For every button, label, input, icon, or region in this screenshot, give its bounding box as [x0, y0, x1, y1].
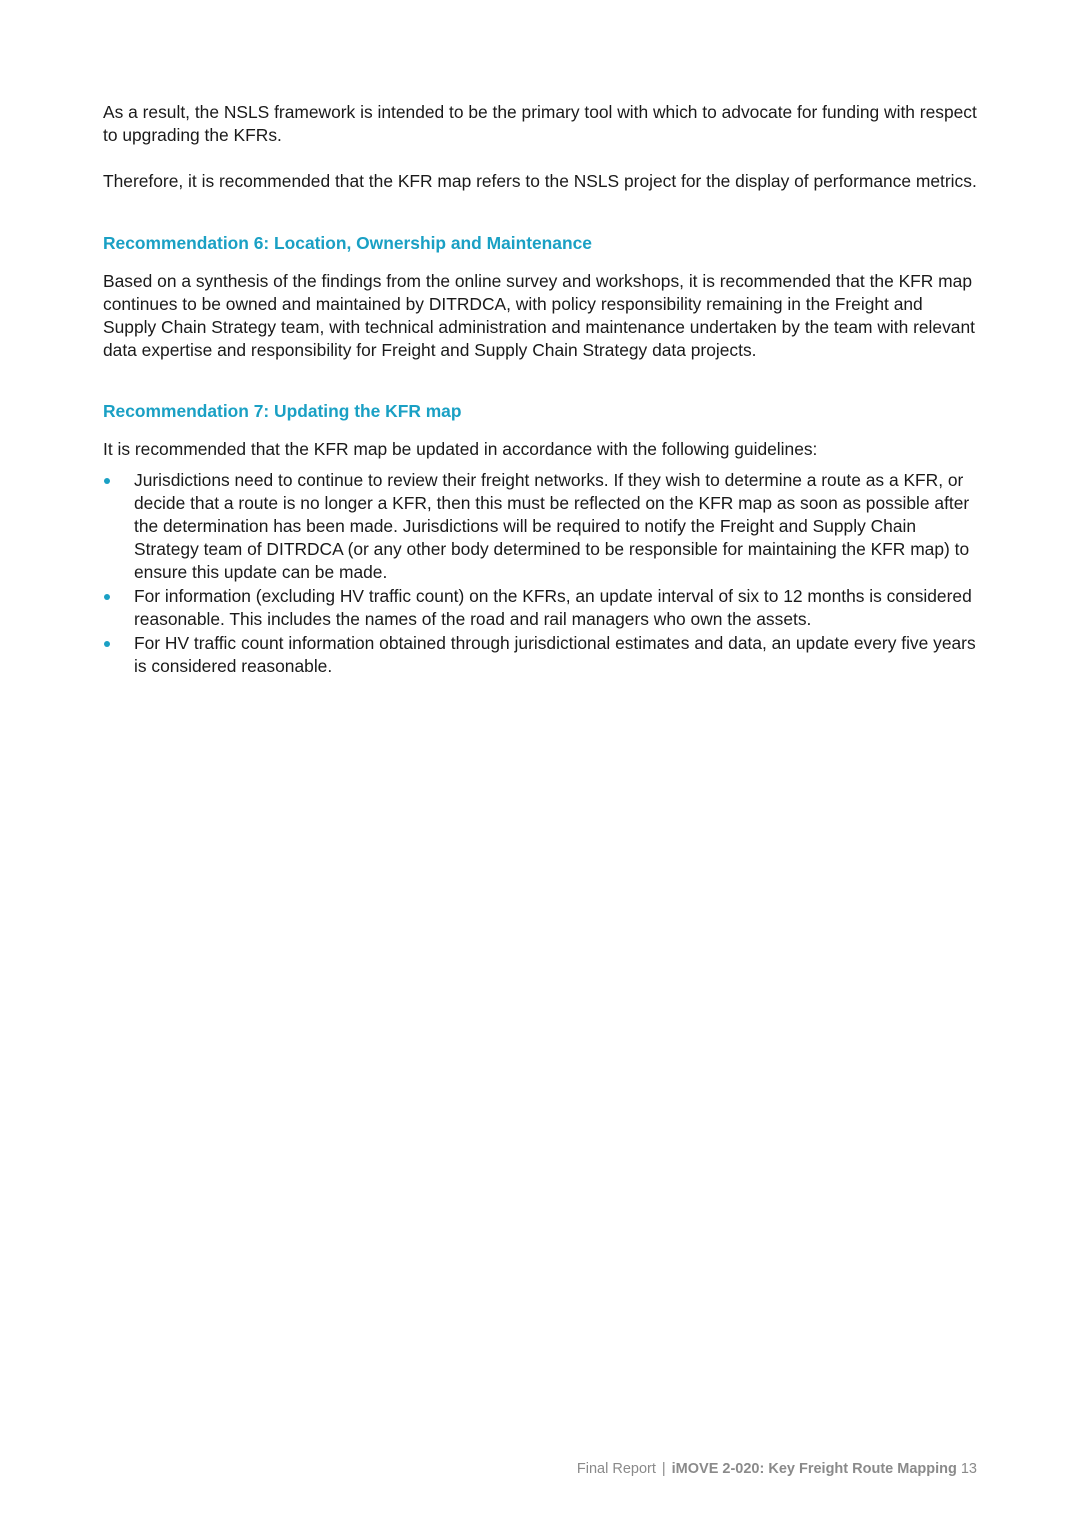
footer-project-title: iMOVE 2-020: Key Freight Route Mapping — [671, 1461, 957, 1477]
guidelines-list — [103, 469, 978, 679]
recommendation-7-heading: Recommendation 7: Updating the KFR map — [103, 401, 462, 422]
list-item — [103, 585, 978, 631]
page-number: 13 — [960, 1461, 977, 1477]
footer-report-label: Final Report — [576, 1461, 656, 1477]
list-item — [103, 469, 978, 585]
bullet-icon — [104, 478, 110, 484]
recommendation-7-intro: It is recommended that the KFR map be updated in accordance with the following guidelines: — [103, 439, 818, 460]
list-item-text: Jurisdictions need to continue to review their freight networks. If they wish to determine a route as a KFR, or decide that a route is no longer a KFR, then this must be reflected on the KFR map as soon as possible after the determination has been made. Jurisdictions will be required to notify the Freight and Supply Chain Strategy team of DITRDCA (or any other body determined to be responsible for maintaining the KFR map) to ensure this update can be made. — [134, 469, 970, 583]
recommendation-6-heading: Recommendation 6: Location, Ownership and Maintenance — [103, 232, 592, 253]
intro-paragraph-2: Therefore, it is recommended that the KFR map refers to the NSLS project for the display of performance metrics. — [103, 171, 977, 192]
list-item — [103, 632, 978, 678]
page-footer — [577, 1460, 977, 1478]
list-item-text: For HV traffic count information obtained through jurisdictional estimates and data, an update every five years is considered reasonable. — [134, 633, 976, 677]
bullet-icon — [104, 641, 110, 647]
recommendation-6-body: Based on a synthesis of the findings from the online survey and workshops, it is recommended that the KFR map continues to be owned and maintained by DITRDCA, with policy responsibility remaining in the Freight and Supply Chain Strategy team, with technical administration and maintenance undertaken by the team with relevant data expertise and responsibility for Freight and Supply Chain Strategy data projects. — [103, 270, 975, 361]
bullet-icon — [104, 594, 110, 600]
list-item-text: For information (excluding HV traffic count) on the KFRs, an update interval of six to 12 months is considered reasonable. This includes the names of the road and rail managers who own the assets. — [134, 586, 972, 630]
footer-separator: | — [661, 1461, 666, 1477]
intro-paragraph-1: As a result, the NSLS framework is intended to be the primary tool with which to advocate for funding with respect to upgrading the KFRs. — [103, 102, 977, 146]
document-page — [103, 101, 978, 679]
